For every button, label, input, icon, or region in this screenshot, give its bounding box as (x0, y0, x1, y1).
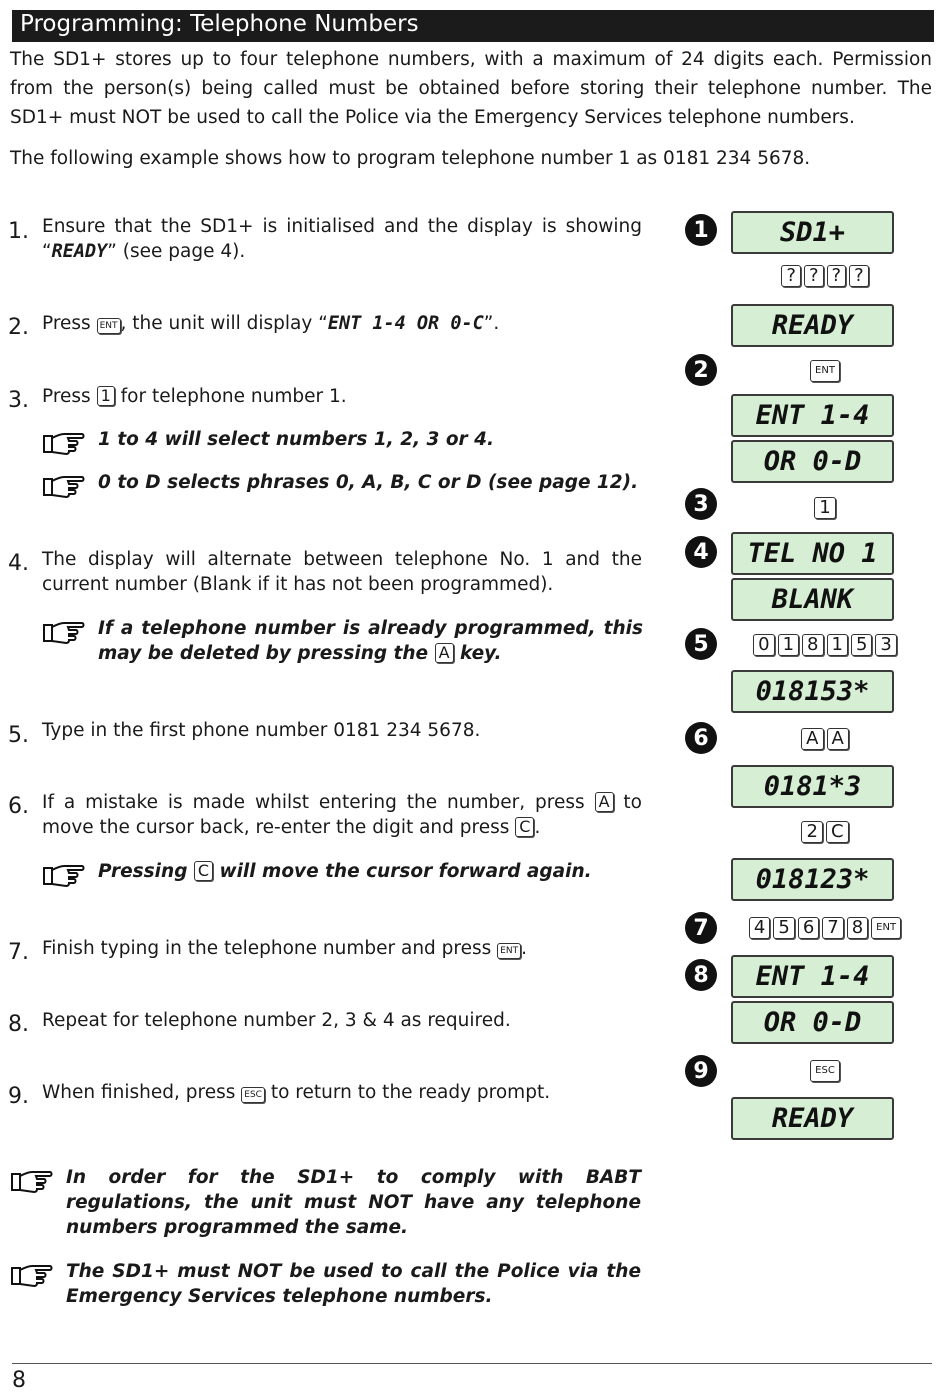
section-title: Programming: Telephone Numbers (20, 11, 419, 37)
key: 5 (851, 634, 872, 656)
step-2-text (42, 311, 642, 336)
step-9-text (42, 1080, 642, 1105)
step-number: 4. (8, 551, 29, 576)
step-6-text (42, 790, 642, 840)
key: A (801, 728, 823, 750)
lcd-display: TEL NO 1 (731, 532, 894, 575)
step-number: 5. (8, 723, 29, 748)
step-1-text (42, 214, 642, 264)
step-number: 6. (8, 794, 29, 819)
key-1: 1 (97, 386, 115, 406)
key: ? (804, 265, 824, 287)
step-text: Finish typing in the telephone number and press (42, 938, 498, 959)
step-text: Press (42, 313, 97, 334)
ent-key: ENT (871, 917, 901, 939)
key: 8 (847, 917, 868, 939)
display-text: READY (51, 241, 108, 262)
step-text: for telephone number 1. (114, 386, 347, 407)
key: 1 (814, 497, 835, 519)
key-row (720, 634, 930, 656)
key-a: A (595, 792, 614, 812)
key-c: C (194, 861, 213, 881)
step-text: , the unit will display “ (120, 313, 328, 334)
note-delete-number (98, 616, 643, 666)
lcd-display: OR 0-D (731, 440, 894, 483)
key-row (720, 360, 930, 382)
step-number: 1. (8, 219, 29, 244)
step-badge: 1 (685, 214, 717, 246)
key: 7 (822, 917, 843, 939)
key-c: C (515, 817, 534, 837)
ent-key: ENT (497, 943, 521, 959)
lcd-display: SD1+ (731, 211, 894, 254)
step-badge: 6 (685, 722, 717, 754)
step-text: to return to the ready prompt. (264, 1082, 551, 1103)
lcd-display: 0181*3 (731, 765, 894, 808)
intro-paragraph: The SD1+ stores up to four telephone numbers, with a maximum of 24 digits each. Permission from the person(s) being called must be obtained before storing their telephone number. The SD1+ must NOT be used to call the Police via the Emergency Services telephone numbers. (10, 49, 932, 128)
step-badge: 5 (685, 628, 717, 660)
ent-key: ENT (97, 318, 121, 334)
pointing-hand-icon (42, 619, 86, 645)
section-header (12, 10, 934, 42)
pointing-hand-icon (10, 1168, 54, 1194)
key: 0 (753, 634, 774, 656)
step-number: 3. (8, 388, 29, 413)
step-badge: 3 (685, 488, 717, 520)
step-badge: 9 (685, 1055, 717, 1087)
step-4-text: The display will alternate between telephone No. 1 and the current number (Blank if it has not been programmed). (42, 549, 642, 595)
step-badge: 7 (685, 912, 717, 944)
key: ? (849, 265, 869, 287)
key-row (720, 265, 930, 287)
key: A (827, 728, 849, 750)
step-8-text: Repeat for telephone number 2, 3 & 4 as required. (42, 1010, 511, 1031)
pointing-hand-icon (42, 473, 86, 499)
lcd-display: 018123* (731, 858, 894, 901)
pointing-hand-icon (42, 862, 86, 888)
lcd-display: READY (731, 304, 894, 347)
key: 6 (798, 917, 819, 939)
step-text: . (521, 938, 527, 959)
step-badge: 2 (685, 354, 717, 386)
lcd-display: OR 0-D (731, 1001, 894, 1044)
step-badge: 4 (685, 536, 717, 568)
key: C (826, 821, 849, 843)
footer-divider (12, 1363, 932, 1364)
note-text: key. (453, 643, 502, 664)
note-text: Pressing (98, 861, 194, 882)
lcd-display: ENT 1-4 (731, 955, 894, 998)
key-row (720, 728, 930, 750)
note-text: will move the cursor forward again. (213, 861, 592, 882)
key: 3 (875, 634, 896, 656)
step-number: 2. (8, 315, 29, 340)
pointing-hand-icon (10, 1262, 54, 1288)
note-cursor-forward (98, 859, 643, 884)
key-row (720, 917, 930, 939)
key-row (720, 497, 930, 519)
page-number: 8 (12, 1368, 26, 1393)
key: 8 (802, 634, 823, 656)
step-text: Press (42, 386, 97, 407)
lcd-display: BLANK (731, 578, 894, 621)
lcd-display: 018153* (731, 670, 894, 713)
note-text: If a telephone number is already programmed, this may be deleted by pressing the (98, 618, 643, 664)
step-text: When finished, press (42, 1082, 242, 1103)
step-number: 8. (8, 1012, 29, 1037)
step-7-text (42, 936, 642, 961)
key-row (720, 821, 930, 843)
ent-key: ENT (810, 360, 840, 382)
step-text: If a mistake is made whilst entering the number, press (42, 792, 595, 813)
lcd-display: ENT 1-4 (731, 394, 894, 437)
key: 1 (827, 634, 848, 656)
step-text: to move the cursor back, re-enter the digit and press (42, 792, 643, 838)
step-5-text: Type in the first phone number 0181 234 5678. (42, 720, 481, 741)
step-text: ” (see page 4). (107, 241, 246, 262)
example-paragraph: The following example shows how to program telephone number 1 as 0181 234 5678. (10, 148, 811, 169)
lcd-display: READY (731, 1097, 894, 1140)
key-row (720, 1060, 930, 1082)
key: 1 (778, 634, 799, 656)
note-select-phrases: 0 to D selects phrases 0, A, B, C or D (see page 12). (98, 472, 639, 493)
key: 2 (801, 821, 822, 843)
note-babt: In order for the SD1+ to comply with BABT regulations, the unit must NOT have any telephone numbers programmed the same. (66, 1167, 641, 1238)
note-select-numbers: 1 to 4 will select numbers 1, 2, 3 or 4. (98, 429, 495, 450)
step-text: . (534, 817, 541, 838)
key: 4 (749, 917, 770, 939)
esc-key: ESC (810, 1060, 840, 1082)
step-text: Ensure that the SD1+ is initialised and the display is showing “ (42, 216, 642, 262)
key: ? (781, 265, 801, 287)
note-police: The SD1+ must NOT be used to call the Police via the Emergency Services telephone numbers. (66, 1261, 641, 1307)
key: 5 (773, 917, 794, 939)
step-text: ”. (483, 313, 500, 334)
esc-key: ESC (241, 1087, 265, 1103)
step-number: 9. (8, 1084, 29, 1109)
step-badge: 8 (685, 959, 717, 991)
step-3-text (42, 384, 642, 409)
key-a: A (435, 643, 454, 663)
step-number: 7. (8, 940, 29, 965)
key: ? (827, 265, 847, 287)
display-text: ENT 1-4 OR 0-C (327, 313, 484, 334)
pointing-hand-icon (42, 430, 86, 456)
